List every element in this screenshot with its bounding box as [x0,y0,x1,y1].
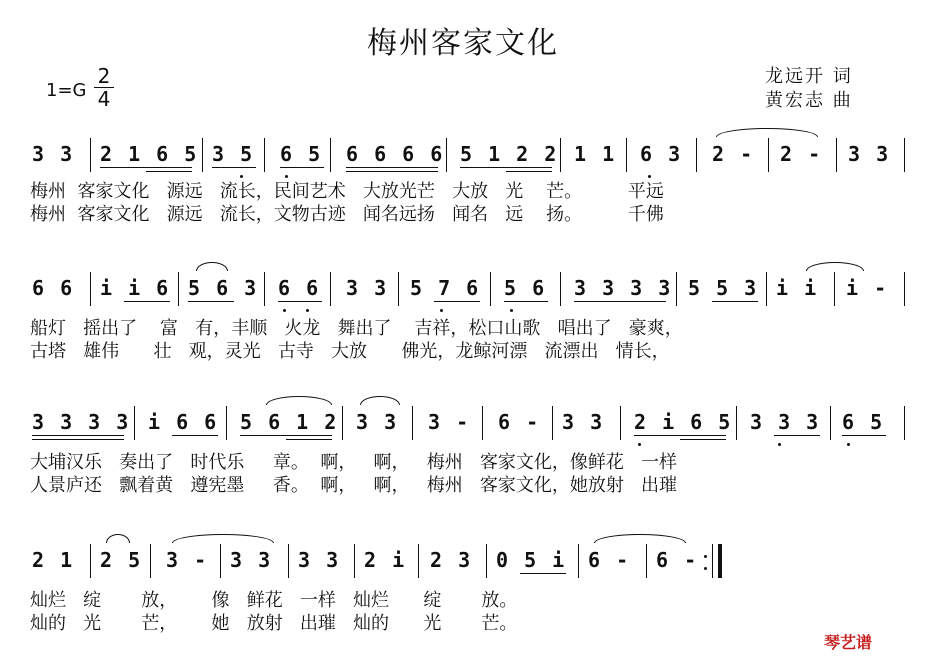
composer-credit: 黄宏志 曲 [765,90,853,111]
site-logo: 琴艺谱 [824,633,873,652]
measure: i i [776,276,819,300]
measure: 3 3 [32,142,75,166]
measure: 5 7 6 [410,276,481,300]
lyric-line-2: 灿的 光 芒， 她 放射 出璀 灿的 光 芒。 [30,613,518,634]
lyric-line-1: 梅州 客家文化 源远 流长，民间艺术 大放光芒 大放 光 芒。 平远 [30,181,664,202]
measure: 3 - [166,548,209,572]
measure: 2 i [364,548,407,572]
measure: 0 5 i [496,548,567,572]
measure: 3 3 [848,142,891,166]
measure: i i 6 [100,276,171,300]
measure: 3 3 [230,548,273,572]
measure: 2 1 [32,548,75,572]
measure: i 6 6 [148,410,219,434]
measure: 5 6 1 2 [240,410,339,434]
measure: 3 3 [346,276,389,300]
meter-top: 2 [97,64,111,88]
meter-bottom: 4 [97,87,111,111]
measure: 2 - [712,142,755,166]
measure: 5 1 2 2 [460,142,559,166]
lyric-line-1: 船灯 摇出了 富 有，丰顺 火龙 舞出了 吉祥，松口山歌 唱出了 豪爽， [30,318,683,339]
measure: i - [846,276,889,300]
measure: 2 3 [430,548,473,572]
measure: 2 1 6 5 [100,142,199,166]
lyricist-credit: 龙远开 词 [765,66,853,87]
measure: 3 3 [298,548,341,572]
measure: 2 5 [100,548,143,572]
lyric-line-2: 人景庐还 飘着黄 遵宪墨 香。 啊， 啊， 梅州 客家文化，她放射 出璀 [30,475,678,496]
measure: 3 5 [212,142,255,166]
measure: 5 6 3 [188,276,259,300]
measure: 6 6 6 6 [346,142,445,166]
measure: 3 3 3 3 [32,410,131,434]
measure: 1 1 [574,142,617,166]
measure: 5 5 3 [688,276,759,300]
measure: 2 i 6 5 [634,410,733,434]
lyric-line-1: 大埔汉乐 奏出了 时代乐 章。 啊， 啊， 梅州 客家文化，像鲜花 一样 [30,452,678,473]
measure: 3 3 [562,410,605,434]
measure: 5 6 [504,276,547,300]
measure: 6 5 [842,410,885,434]
key-signature: 1=G [46,80,87,101]
measure: 6 - [656,548,699,572]
measure: 2 - [780,142,823,166]
measure: 3 - [428,410,471,434]
measure: 3 3 3 [750,410,821,434]
measure: 6 6 [32,276,75,300]
song-title: 梅州客家文化 [367,26,559,61]
lyric-line-1: 灿烂 绽 放， 像 鲜花 一样 灿烂 绽 放。 [30,590,518,611]
measure: 6 - [498,410,541,434]
lyric-line-2: 古塔 雄伟 壮 观，灵光 古寺 大放 佛光，龙鲸河漂 流漂出 情长， [30,341,670,362]
measure: 6 6 [278,276,321,300]
measure: 6 3 [640,142,683,166]
measure: 6 5 [280,142,323,166]
measure: 6 - [588,548,631,572]
measure: 3 3 [356,410,399,434]
time-signature [94,66,114,109]
lyric-line-2: 梅州 客家文化 源远 流长，文物古迹 闻名远扬 闻名 远 扬。 千佛 [30,204,664,225]
measure: 3 3 3 3 [574,276,673,300]
